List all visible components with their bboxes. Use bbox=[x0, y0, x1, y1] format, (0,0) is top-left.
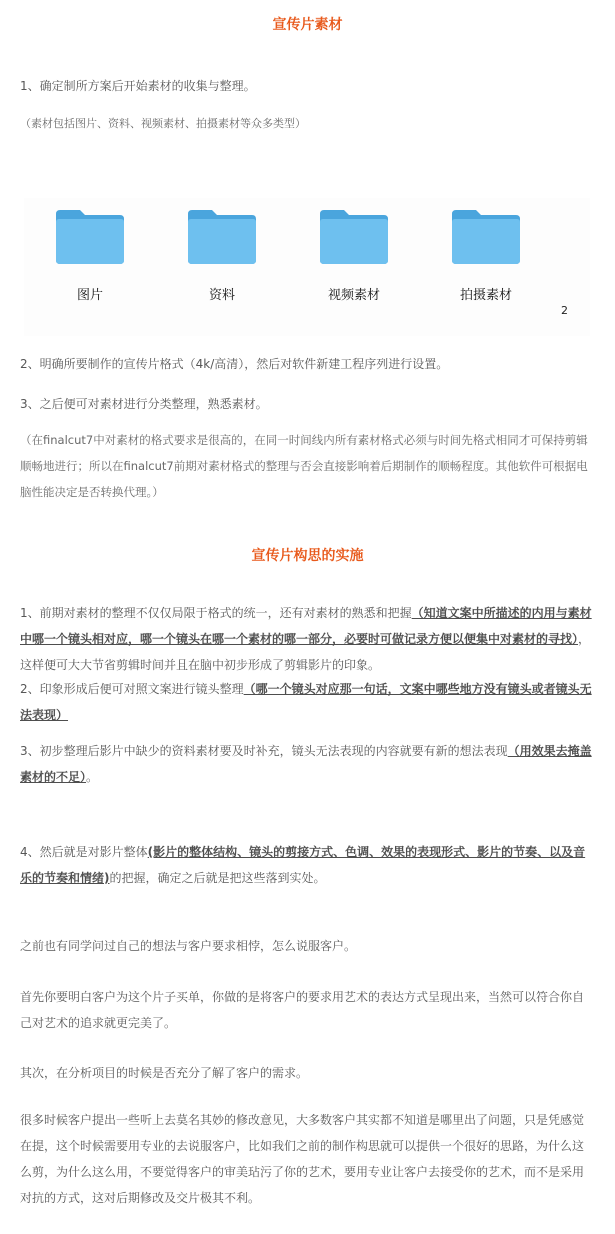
section-title-implementation: 宣传片构思的实施 bbox=[251, 548, 364, 564]
impl-item-3-tail: 。 bbox=[86, 770, 99, 784]
folder-label-video: 视频素材 bbox=[327, 288, 380, 303]
impl-item-3 bbox=[20, 738, 595, 790]
impl-item-2-lead: 2、印象形成后便可对照文案进行镜头整理 bbox=[20, 682, 244, 696]
folder-panel bbox=[24, 198, 590, 336]
client-answer-3: 很多时候客户提出一些听上去莫名其妙的修改意见，大多数客户其实都不知道是哪里出了问题，只是凭感觉在提，这个时候需要用专业的去说服客户，比如我们之前的制作构思就可以提供一个很好的思路，为什么这么剪，为什么这么用，不要觉得客户的审美玷污了你的艺术，要用专业让客户去接受你的艺术，而不是采用对抗的方式，这对后期修改及交片极其不利。 bbox=[20, 1113, 585, 1205]
folder-label-documents: 资料 bbox=[208, 288, 235, 303]
step-3-note: （在finalcut7中对素材的格式要求是很高的，在同一时间线内所有素材格式必须与时间先格式相同才可保持剪辑顺畅地进行；所以在finalcut7前期对素材格式的整理与否会直接影响着后期制作的顺畅程度。其他软件可根据电脑性能决定是否转换代理。） bbox=[20, 433, 588, 499]
impl-item-1-tail: ，这样便可大大节省剪辑时间并且在脑中初步形成了剪辑影片的印象。 bbox=[20, 632, 591, 672]
impl-item-4-lead: 4、然后就是对影片整体 bbox=[20, 845, 148, 859]
impl-item-2 bbox=[20, 676, 595, 728]
step-1-note: （素材包括图片、资料、视频素材、拍摄素材等众多类型） bbox=[20, 117, 306, 130]
step-2-text: 2、明确所要制作的宣传片格式（4k/高清），然后对软件新建工程序列进行设置。 bbox=[20, 357, 449, 371]
client-answer-2: 其次，在分析项目的时候是否充分了解了客户的需求。 bbox=[20, 1066, 309, 1080]
impl-item-1-lead: 1、前期对素材的整理不仅仅局限于格式的统一，还有对素材的熟悉和把握 bbox=[20, 606, 412, 620]
impl-item-1-underlined: （知道文案中所描述的内用与素材中哪一个镜头相对应，哪一个镜头在哪一个素材的哪一部分，必要时可做记录方便以便集中对素材的寻找） bbox=[20, 606, 592, 646]
folder-icon bbox=[450, 206, 522, 266]
section-title-materials: 宣传片素材 bbox=[272, 17, 343, 33]
folder-label-shooting: 拍摄素材 bbox=[459, 288, 512, 303]
folder-icon bbox=[54, 206, 126, 266]
impl-item-2-underlined: （哪一个镜头对应那一句话，文案中哪些地方没有镜头或者镜头无法表现） bbox=[20, 682, 592, 722]
impl-item-3-underlined: （用效果去掩盖素材的不足） bbox=[20, 744, 592, 784]
client-answer-1: 首先你要明白客户为这个片子买单，你做的是将客户的要求用艺术的表达方式呈现出来，当然可以符合你自己对艺术的追求就更完美了。 bbox=[20, 990, 585, 1030]
stray-mark: 2 bbox=[561, 304, 568, 317]
client-question: 之前也有同学问过自己的想法与客户要求相悖，怎么说服客户。 bbox=[20, 939, 357, 953]
impl-item-4 bbox=[20, 839, 595, 891]
impl-item-4-tail: 的把握，确定之后就是把这些落到实处。 bbox=[109, 871, 326, 885]
step-3-text: 3、之后便可对素材进行分类整理，熟悉素材。 bbox=[20, 397, 268, 411]
folder-icon bbox=[318, 206, 390, 266]
folder-icon bbox=[186, 206, 258, 266]
step-1-text: 1、确定制所方案后开始素材的收集与整理。 bbox=[20, 79, 256, 93]
folder-label-images: 图片 bbox=[76, 288, 103, 303]
impl-item-4-underlined: (影片的整体结构、镜头的剪接方式、色调、效果的表现形式、影片的节奏、以及音乐的节奏和情绪) bbox=[20, 845, 586, 885]
impl-item-1 bbox=[20, 600, 595, 678]
impl-item-3-lead: 3、初步整理后影片中缺少的资料素材要及时补充，镜头无法表现的内容就要有新的想法表现 bbox=[20, 744, 508, 758]
